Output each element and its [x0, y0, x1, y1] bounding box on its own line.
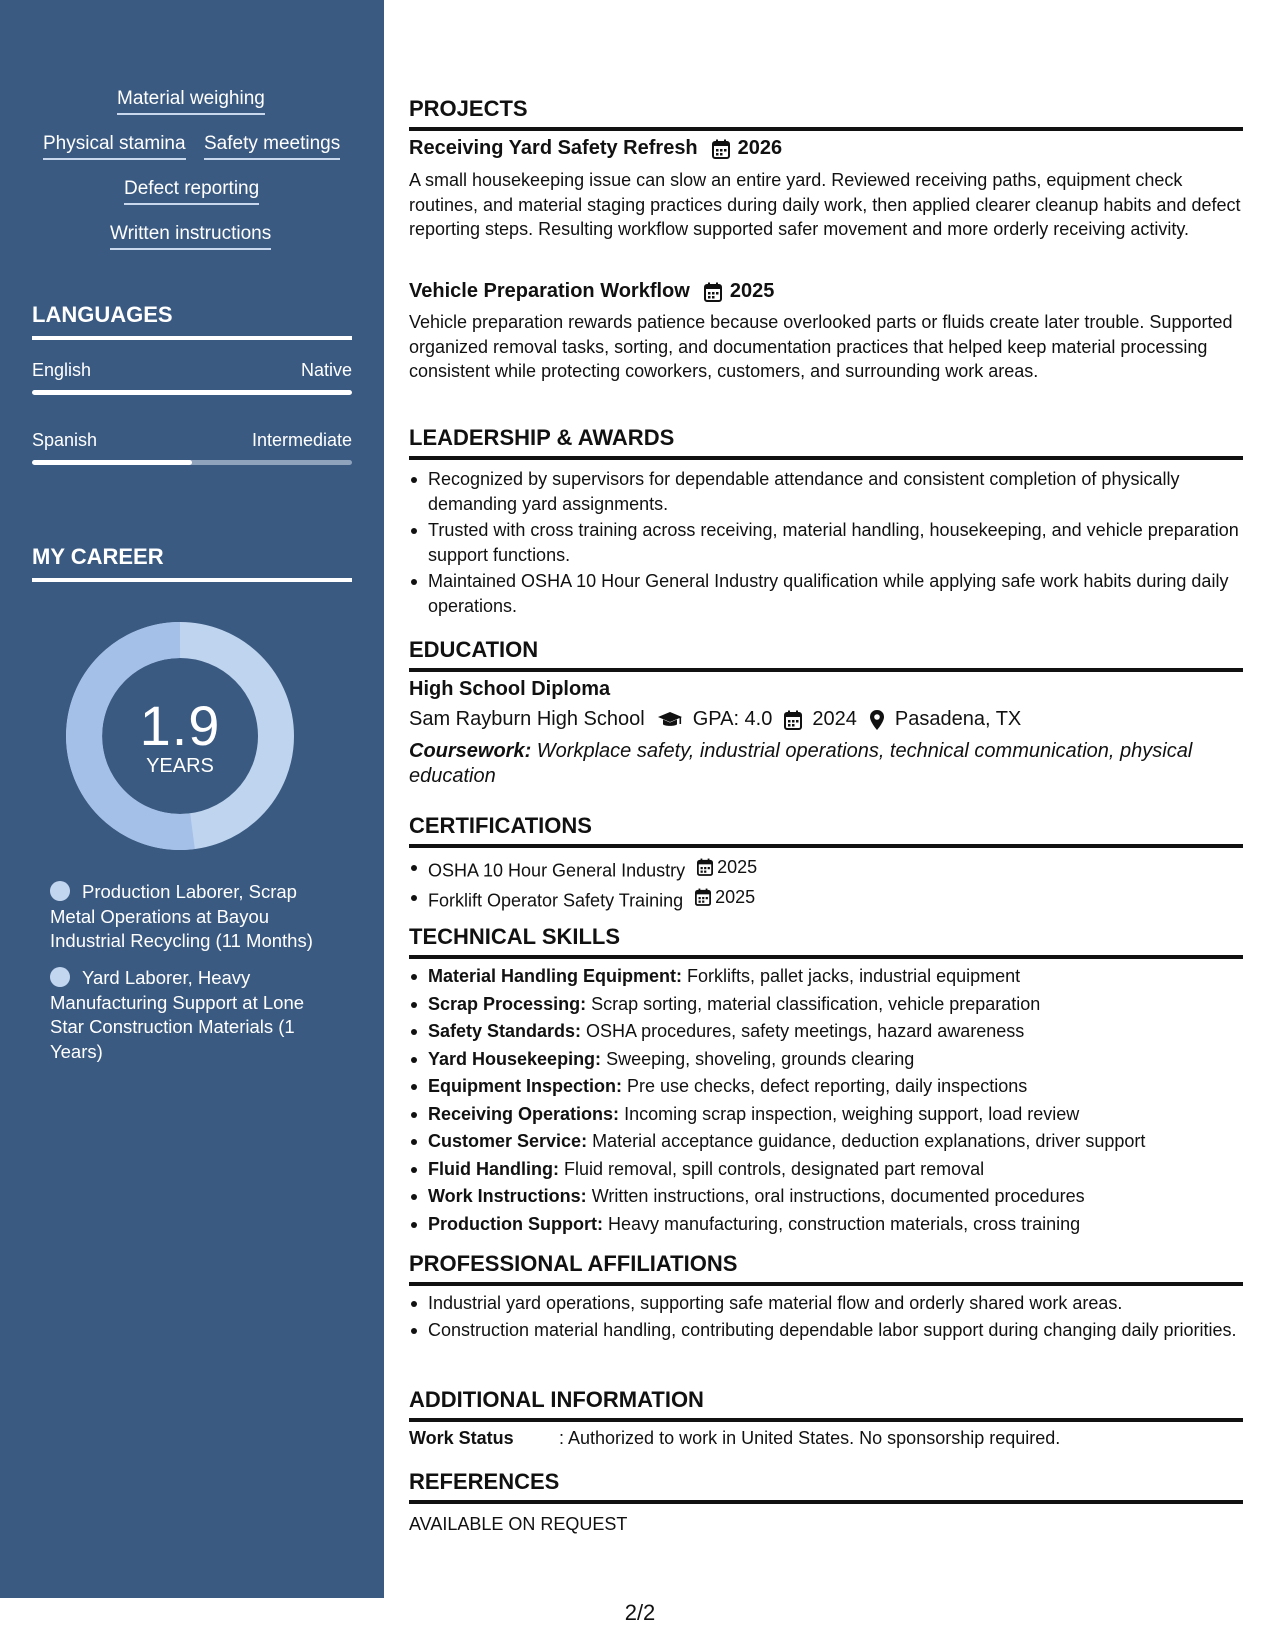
language-row: [32, 360, 352, 381]
education-location: Pasadena, TX: [894, 708, 1022, 730]
certifications-heading: CERTIFICATIONS: [409, 813, 1243, 848]
list-item: Industrial yard operations, supporting safe material flow and orderly shared work areas.: [409, 1291, 1243, 1316]
leadership-list: [409, 467, 1243, 620]
skill-value: OSHA procedures, safety meetings, hazard awareness: [581, 1021, 1025, 1041]
skill-value: Material acceptance guidance, deduction explanations, driver support: [587, 1131, 1146, 1151]
work-status-value: : Authorized to work in United States. No sponsorship required.: [559, 1428, 1061, 1448]
career-item: [50, 966, 340, 1064]
technical-skills-heading: TECHNICAL SKILLS: [409, 924, 1243, 959]
calendar-icon: [704, 282, 722, 302]
skill-label: Production Support:: [428, 1213, 603, 1234]
projects-heading: PROJECTS: [409, 96, 1243, 131]
additional-info-heading: ADDITIONAL INFORMATION: [409, 1387, 1243, 1422]
certifications-list: [409, 855, 1243, 915]
skill-label: Fluid Handling:: [428, 1158, 559, 1179]
list-item: [409, 1212, 1243, 1237]
affiliations-heading: PROFESSIONAL AFFILIATIONS: [409, 1251, 1243, 1286]
skill-label: Equipment Inspection:: [428, 1076, 623, 1096]
skill-value: Incoming scrap inspection, weighing support, load review: [619, 1103, 1080, 1124]
skill-tag: Defect reporting: [124, 178, 259, 205]
work-status-label: Work Status: [409, 1428, 514, 1448]
language-bar: [32, 390, 352, 395]
location-pin-icon: [869, 709, 885, 731]
graduation-cap-icon: [657, 711, 683, 729]
skill-value: Sweeping, shoveling, grounds clearing: [601, 1048, 915, 1069]
skill-value: Forklifts, pallet jacks, industrial equipment: [682, 966, 1021, 986]
certification-name: Forklift Operator Safety Training: [428, 890, 684, 910]
leadership-heading: LEADERSHIP & AWARDS: [409, 425, 1243, 460]
list-item: Construction material handling, contributing dependable labor support during changing daily priorities.: [409, 1318, 1243, 1343]
language-row: [32, 430, 352, 451]
education-meta: [409, 708, 1021, 731]
career-dot-icon: [50, 967, 70, 987]
calendar-icon: [784, 710, 802, 730]
education-degree: High School Diploma: [409, 678, 611, 700]
project-description: Vehicle preparation rewards patience because overlooked parts or fluids create later trouble. Supported organized removal tasks, sorting, and documentation practices that helped keep material processing consistent while protecting coworkers, customers, and surrounding work areas.: [409, 312, 1233, 381]
education-coursework: [409, 739, 1243, 789]
work-status-row: [409, 1428, 1060, 1449]
technical-skills-list: [409, 964, 1243, 1239]
sidebar: [0, 0, 384, 1598]
skill-tag: Safety meetings: [204, 133, 340, 160]
skill-value: Fluid removal, spill controls, designated part removal: [558, 1158, 985, 1179]
certification-year: 2025: [717, 857, 758, 877]
project-title: [409, 280, 774, 303]
career-heading: MY CAREER: [32, 544, 352, 582]
skill-label: Material Handling Equipment:: [428, 966, 683, 986]
skill-tag: Material weighing: [117, 88, 265, 115]
career-item-text: Production Laborer, Scrap Metal Operations at Bayou Industrial Recycling (11 Months): [50, 881, 313, 951]
list-item: [409, 1129, 1243, 1154]
calendar-icon: [712, 139, 730, 159]
calendar-icon: [697, 858, 713, 876]
skill-value: Written instructions, oral instructions, documented procedures: [586, 1186, 1085, 1206]
list-item: [409, 964, 1243, 989]
skill-value: Scrap sorting, material classification, vehicle preparation: [586, 993, 1041, 1014]
project-year: 2026: [737, 137, 783, 159]
skill-value: Pre use checks, defect reporting, daily inspections: [622, 1076, 1028, 1096]
career-dot-icon: [50, 881, 70, 901]
skill-label: Receiving Operations:: [428, 1103, 620, 1124]
list-item: Trusted with cross training across receiving, material handling, housekeeping, and vehicle preparation support functions.: [409, 518, 1243, 567]
certification-name: OSHA 10 Hour General Industry: [428, 860, 686, 881]
language-bar-fill: [32, 390, 352, 395]
skill-label: Safety Standards:: [428, 1021, 582, 1041]
list-item: Recognized by supervisors for dependable attendance and consistent completion of physically demanding yard assignments.: [409, 467, 1243, 516]
project-year: 2025: [729, 280, 775, 302]
language-bar-fill: [32, 460, 192, 465]
affiliations-list: [409, 1291, 1243, 1344]
list-item: [409, 992, 1243, 1017]
language-name: Spanish: [32, 430, 98, 450]
language-level: Intermediate: [251, 430, 352, 450]
project-name: Receiving Yard Safety Refresh: [409, 137, 698, 159]
skill-tag: Written instructions: [110, 223, 271, 250]
education-gpa: GPA: 4.0: [692, 708, 773, 730]
skill-label: Yard Housekeeping:: [428, 1048, 602, 1069]
education-school: Sam Rayburn High School: [409, 708, 645, 730]
language-name: English: [32, 360, 92, 380]
coursework-label: Coursework:: [409, 740, 532, 762]
project-name: Vehicle Preparation Workflow: [409, 280, 690, 302]
references-text: AVAILABLE ON REQUEST: [409, 1514, 628, 1534]
list-item: Maintained OSHA 10 Hour General Industry qualification while applying safe work habits during daily operations.: [409, 569, 1243, 618]
references-heading: REFERENCES: [409, 1469, 1243, 1504]
education-heading: EDUCATION: [409, 637, 1243, 672]
list-item: [409, 1047, 1243, 1072]
languages-heading: LANGUAGES: [32, 302, 352, 340]
list-item: [409, 885, 1243, 913]
career-item-text: Yard Laborer, Heavy Manufacturing Support at Lone Star Construction Materials (1 Years): [50, 967, 305, 1062]
skill-value: Heavy manufacturing, construction materials, cross training: [602, 1213, 1081, 1234]
list-item: [409, 1019, 1243, 1044]
list-item: [409, 1074, 1243, 1099]
calendar-icon: [695, 888, 711, 906]
language-bar: [32, 460, 352, 465]
list-item: [409, 855, 1243, 883]
project-title: [409, 137, 782, 160]
skill-tag: Physical stamina: [43, 133, 186, 160]
skill-label: Work Instructions:: [428, 1186, 587, 1206]
coursework-text: Workplace safety, industrial operations, technical communication, physical education: [409, 740, 1193, 787]
language-level: Native: [300, 360, 352, 380]
career-years-unit: YEARS: [146, 755, 214, 777]
certification-year: 2025: [715, 886, 756, 907]
project-description: A small housekeeping issue can slow an entire yard. Reviewed receiving paths, equipment check routines, and material staging practices during daily work, then applied clearer cleanup habits and defect reporting steps. Resulting workflow supported safer movement and more orderly receiving activity.: [409, 170, 1241, 239]
career-years-value: 1.9: [139, 694, 221, 757]
skill-label: Scrap Processing:: [428, 993, 587, 1014]
list-item: [409, 1157, 1243, 1182]
skill-label: Customer Service:: [428, 1131, 588, 1151]
career-item: [50, 880, 340, 954]
list-item: [409, 1184, 1243, 1209]
education-year: 2024: [812, 708, 857, 730]
page-number: 2/2: [624, 1600, 656, 1625]
list-item: [409, 1102, 1243, 1127]
